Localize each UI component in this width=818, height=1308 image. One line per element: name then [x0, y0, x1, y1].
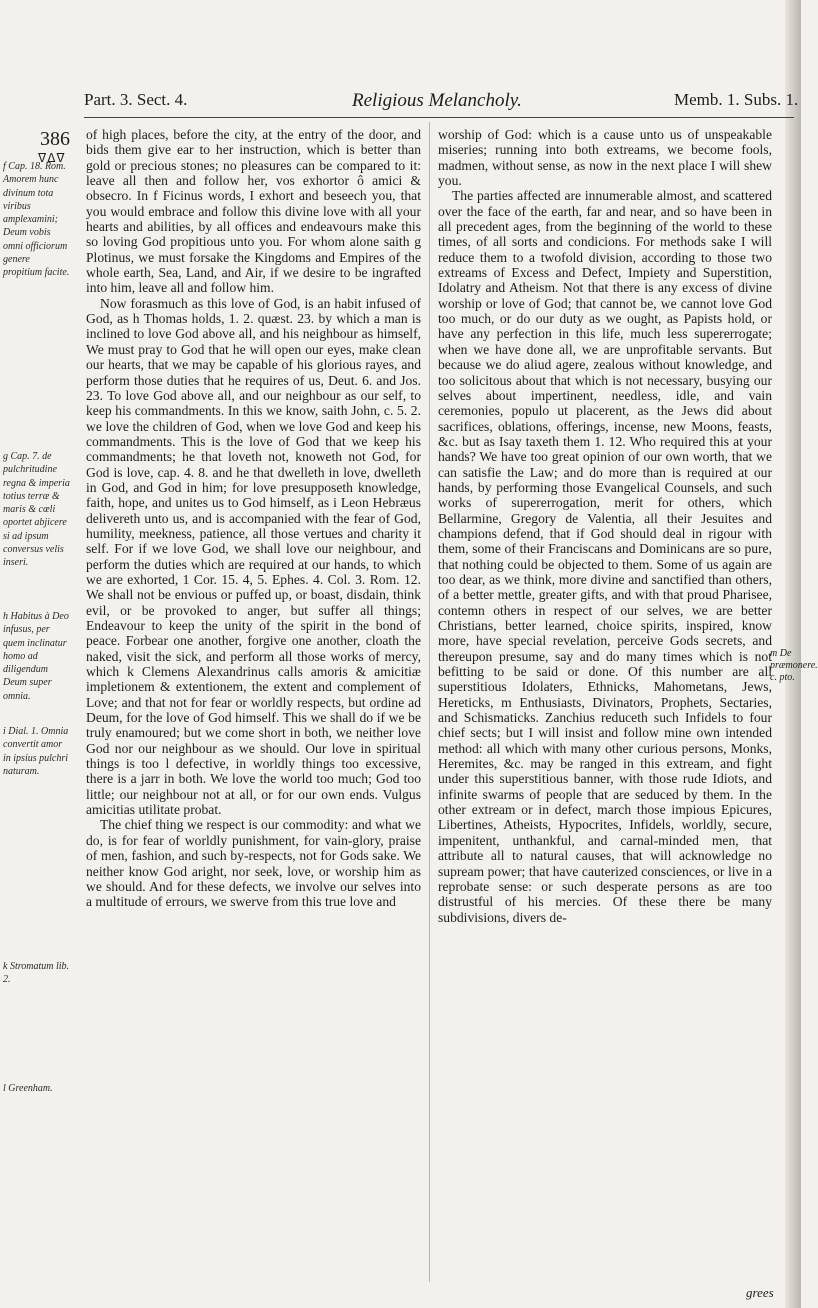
paragraph: The chief thing we respect is our commodity: and what we do, is for fear of worldly punishment, for vain-glory, praise of men, fashion, and such by-respects, not for Gods sake. We neither know God aright, nor seek, love, or worship him as we should. And for these defects, we involve our selves into a multitude of errours, we swerve from this true love and — [86, 817, 421, 910]
running-header — [84, 86, 799, 114]
header-title: Religious Melancholy. — [352, 90, 522, 111]
margin-note-h: h Habitus à Deo infusus, per quem inclinatur homo ad diligendum Deum super omnia. — [3, 611, 69, 702]
column-divider — [429, 122, 430, 1282]
margin-note-i: i Dial. 1. Omnia convertit amor in ipsius pulchri naturam. — [3, 726, 69, 777]
margin-note-l: l Greenham. — [3, 1083, 53, 1094]
margin-note-g: g Cap. 7. de pulchritudine regna & imperia totius terræ & maris & cœli oportet abjicere si ad ipsum conversus velis inseri. — [3, 451, 70, 569]
paragraph: worship of God: which is a cause unto us of unspeakable miseries; running into both extreams, we become fools, madmen, without sense, as now in the next place I will shew you. — [438, 127, 772, 189]
paragraph: of high places, before the city, at the entry of the door, and bids them give ear to her instruction, which is better than gold or precious stones; no pleasures can be compared to it: leave all then and follow her, vos exhortor ô amici & obsecro. In f Ficinus words, I exhort and beseech you, that you would embrace and follow this divine love with all your hearts and abilities, by all offices and endeavours make this so loving God propitious unto you. For whom alone saith g Plotinus, we must forsake the Kingdoms and Empires of the whole earth, Sea, Land, and Air, if we desire to be ingrafted into him, leave all and follow him. — [86, 127, 421, 296]
page-number: 386 — [40, 128, 70, 150]
header-member-subsection: Memb. 1. Subs. 1. — [674, 90, 799, 109]
paragraph: The parties affected are innumerable almost, and scattered over the face of the earth, far and near, and so have been in all precedent ages, from the beginning of the world to these times, of all sorts and condicions. For methods sake I will reduce them to a twofold division, according to those two extreams of Excess and Defect, Impiety and Superstition, Idolatry and Atheism. Not that there is any excess of divine worship or love of God; that cannot be, we cannot love God too much, or do our duty as we ought, as Papists hold, or have any perfection in this life, much less supererrogate; when we have done all, we are unprofitable servants. But because we do aliud agere, zealous without knowledge, and too solicitous about that which is not necessary, busying our selves about impertinent, needless, idle, and vain ceremonies, populo ut placerent, as the Jews did about sacrifices, oblations, offerings, incense, new Moons, feasts, &c. but as Isay taxeth them 1. 12. Who required this at your hands? We have too great opinion of our own worth, that we can satisfie the Law; and do more than is required at our hands, by performing those Evangelical Counsels, and such works of supererrogation, merit for others, which Bellarmine, Gregory de Valentia, all their Jesuites and champions defend, that if God should deal in rigour with them, some of their Franciscans and Dominicans are so pure, that nothing could be objected to them. Some of us again are too dear, as we think, more divine and sanctified than others, of a better mettle, greater gifts, and with that proud Pharisee, contemn others in respect of our selves, we are better Christians, better learned, choice spirits, inspired, know more, have special revelation, perceive Gods secrets, and thereupon presume, say and do many times which is not befitting to be said or done. Of this number are all superstitious Idolaters, Ethnicks, Mahometans, Jews, Hereticks, m Enthusiasts, Divinators, Prophets, Sectaries, and Schismaticks. Zanchius reduceth such Infidels to four chief sects; but I will insist and follow mine own intended method: all which with many other curious persons, Monks, Heremites, &c. may be ranged in this extream, and fight under this superstitious banner, with those rude Idiots, and infinite swarms of people that are seduced by them. In the other extream or in defect, march those impious Epicures, Libertines, Atheists, Hypocrites, Infidels, worldly, secure, impenitent, unthankful, and carnal-minded men, that attribute all to natural causes, that will acknowledge no supream power; that have cauterized consciences, or live in a reprobate sense: or such desperate persons as are too distrustful of his mercies. Of these there be many subdivisions, divers de- — [438, 188, 772, 925]
header-part-section: Part. 3. Sect. 4. — [84, 90, 188, 109]
paragraph: Now forasmuch as this love of God, is an habit infused of God, as h Thomas holds, 1. 2. quæst. 23. by which a man is inclined to love God above all, and his neighbour as himself, We must pray to God that he will open our eyes, make clean our hearts, that we may be capable of his glorious rayes, and perform those duties that he requires of us, Deut. 6. and Jos. 23. To love God above all, and our neighbour as our self, to keep his commandments. In this we know, saith John, c. 5. 2. we love the children of God, when we love God and keep his commandments. This is the love of God that we keep his commandments; he that loveth not, knoweth not God, for God is love, cap. 4. 8. and he that dwelleth in love, dwelleth in God, and God in him; for love presupposeth knowledge, faith, hope, and unites us to God himself, as i Leon Hebræus delivereth unto us, and is accompanied with the fear of God, humility, meekness, patience, all those vertues and charity it self. For if we love God, we shall love our neighbour, and perform the duties which are required at our hands, to which we are exhorted, 1 Cor. 15. 4, 5. Ephes. 4. Col. 3. Rom. 12. We shall not be envious or puffed up, or boast, disdain, think evil, or be provoked to anger, but suffer all things; Endeavour to keep the unity of the spirit in the bond of peace. Forbear one another, forgive one another, cloath the naked, visit the sick, and perform all those works of mercy, which k Clemens Alexandrinus calls amoris & amicitiæ impletionem & extentionem, the extent and complement of Love; and that not for fear or worldly respects, but ordine ad Deum, for the love of God himself. This we shall do if we be truly enamoured; but we come short in both, we neither love God nor our neighbour as we should. Our love in spiritual things is too l defective, in worldly things too excessive, there is a jarr in both. We love the world too much; God too little; our neighbour not at all, or for our own ends. Vulgus amicitias utilitate probat. — [86, 295, 421, 818]
left-text-column — [86, 127, 421, 910]
margin-note-f: f Cap. 18. Rom. Amorem hunc divinum tota viribus amplexamini; Deum vobis omni officiorum genere propitium facite. — [3, 161, 70, 279]
catchword: grees — [746, 1285, 774, 1300]
margin-note-k: k Stromatum lib. 2. — [3, 961, 70, 986]
right-margin-note: m De præmonere. c. pto. — [770, 648, 818, 683]
right-text-column — [438, 127, 772, 925]
ornament: ᐁ ᐃ ᐁ — [38, 151, 64, 165]
header-rule — [84, 117, 794, 118]
